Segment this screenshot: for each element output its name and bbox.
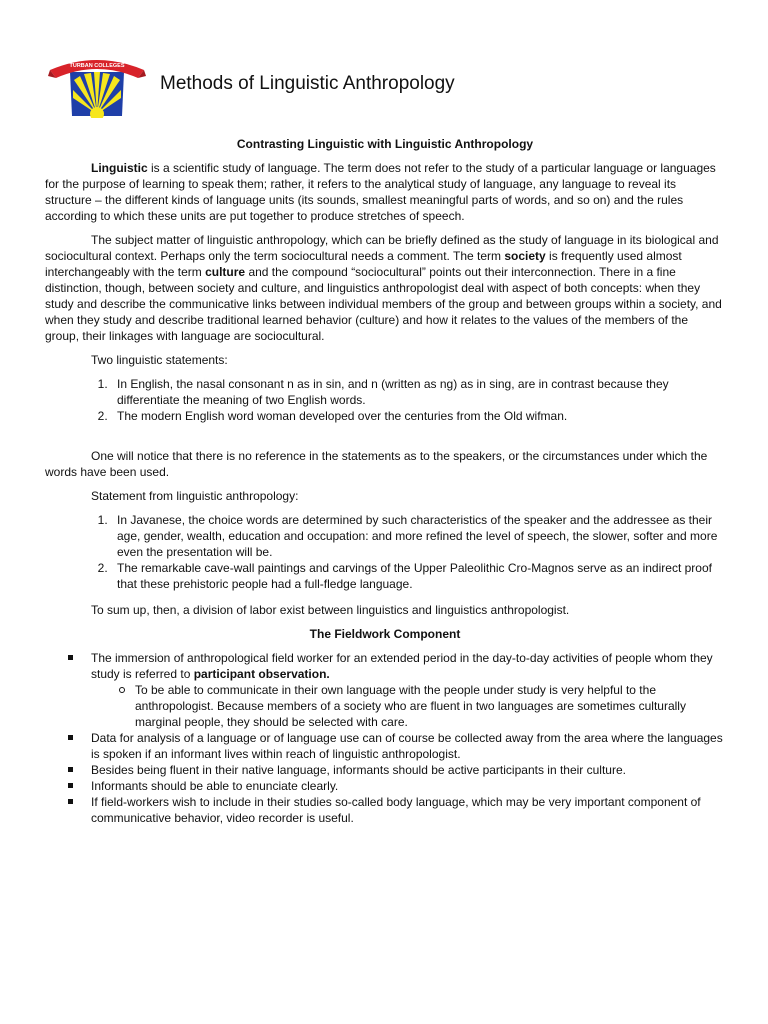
list-item: If field-workers wish to include in their studies so-called body language, which may be very important component of communicative behavior, video recorder is useful. xyxy=(45,794,725,826)
list-item: 1. In Javanese, the choice words are determined by such characteristics of the speaker and the addressee as their age, gender, wealth, education and occupation: and more refined the level of speech, the slower, softer and more even the presentation will be. xyxy=(111,512,725,560)
term-linguistic: Linguistic xyxy=(91,161,148,175)
list-item: Data for analysis of a language or of language use can of course be collected away from the area where the languages is spoken if an informant lives within reach of linguistic anthropologist. xyxy=(45,730,725,762)
term-culture: culture xyxy=(205,265,246,279)
paragraph-subject-matter: The subject matter of linguistic anthropology, which can be briefly defined as the study of language in its biological and sociocultural context. Perhaps only the term sociocultural needs a comment. The term society is frequently used almost interchangeably with the term culture and the compound “sociocultural” points out their interconnection. There in a fine distinction, though, between society and culture, and linguistics anthropologist deal with aspect of both concepts: when they study and describe the communicative links between individual members of the group and between groups within a society, and when they study and describe traditional learned behavior (culture) and how it relates to the values of the members of the group, their linkages with language are sociocultural. xyxy=(45,233,722,343)
anthropology-statements-list xyxy=(45,512,725,592)
fieldwork-sub-list xyxy=(45,682,725,730)
list-item: 2. The remarkable cave-wall paintings and carvings of the Upper Paleolithic Cro-Magnos serve as an indirect proof that these prehistoric people had a full-fledge language. xyxy=(111,560,725,592)
fieldwork-bullet-list xyxy=(45,650,725,826)
term-participant-observation: participant observation. xyxy=(193,667,330,681)
list-item: Informants should be able to enunciate clearly. xyxy=(45,778,725,794)
paragraph-summary: To sum up, then, a division of labor exist between linguistics and linguistics anthropologist. xyxy=(91,603,570,617)
label-two-statements: Two linguistic statements: xyxy=(91,353,228,367)
section-heading-contrasting: Contrasting Linguistic with Linguistic Anthropology xyxy=(236,137,534,151)
linguistic-statements-list xyxy=(45,376,725,424)
document-body xyxy=(45,136,725,826)
college-logo xyxy=(48,56,146,118)
list-item: The immersion of anthropological field worker for an extended period in the day-to-day activities of people whom they study is referred to participant observation. To be able to communicate in their own language with the people under study is very helpful to the anthropologist. Because members of a society who are fluent in two languages are sometimes culturally marginal people, they should be selected with care. xyxy=(45,650,725,730)
paragraph-no-reference: One will notice that there is no reference in the statements as to the speakers, or the circumstances under which the words have been used. xyxy=(45,449,708,479)
term-society: society xyxy=(504,249,546,263)
document-title: Methods of Linguistic Anthropology xyxy=(160,73,455,94)
list-item: 1. In English, the nasal consonant n as in sin, and n (written as ng) as in sing, are in contrast because they differentiate the meaning of two English words. xyxy=(111,376,725,408)
list-item: Besides being fluent in their native language, informants should be active participants in their culture. xyxy=(45,762,725,778)
paragraph-linguistic-definition: Linguistic is a scientific study of language. The term does not refer to the study of a particular language or languages for the purpose of learning to speak them; rather, it refers to the analytical study of language, any language to reveal its structure – the different kinds of language units (its sounds, smallest meaningful parts of words, and so on) and the rules according to which these units are put together to produce stretches of speech. xyxy=(45,161,716,223)
label-anthropology-statement: Statement from linguistic anthropology: xyxy=(91,489,299,503)
list-item: 2. The modern English word woman developed over the centuries from the Old wifman. xyxy=(111,408,725,424)
logo-ribbon-text: TURBAN COLLEGES xyxy=(69,63,125,69)
list-item: To be able to communicate in their own language with the people under study is very helpful to the anthropologist. Because members of a society who are fluent in two languages are sometimes culturally marginal people, they should be selected with care. xyxy=(45,682,725,730)
section-heading-fieldwork: The Fieldwork Component xyxy=(309,627,461,641)
